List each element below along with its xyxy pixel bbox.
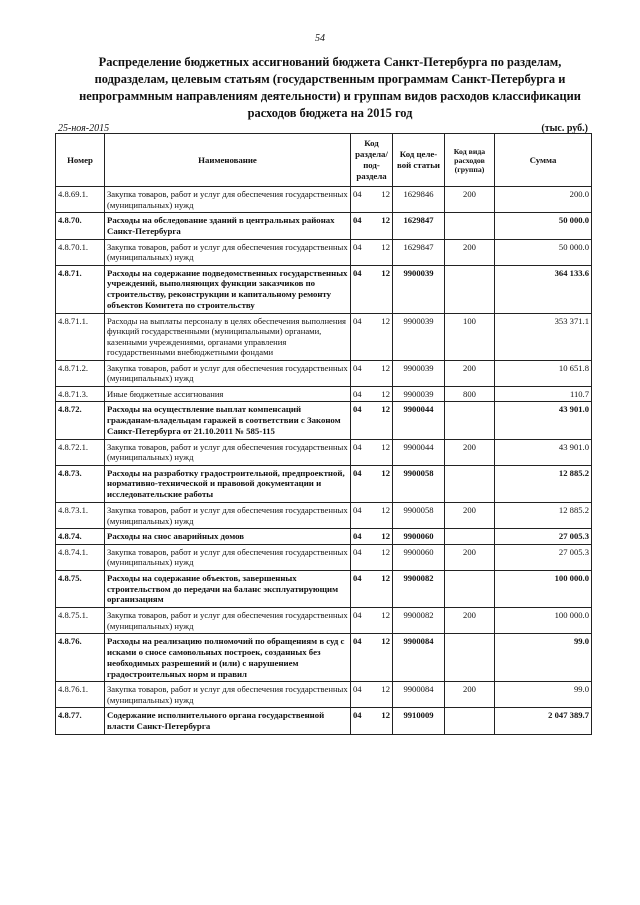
table-row	[56, 682, 592, 708]
row-group-code	[445, 634, 495, 682]
row-subsection: 12	[381, 441, 390, 452]
row-number: 4.8.73.1.	[56, 503, 105, 529]
table-row	[56, 402, 592, 439]
row-number: 4.8.74.	[56, 529, 105, 545]
row-target-code: 1629846	[393, 187, 445, 213]
row-number: 4.8.73.	[56, 465, 105, 502]
title-line: Распределение бюджетных ассигнований бюджета Санкт-Петербурга по разделам,	[98, 55, 562, 69]
row-name: Расходы на реализацию полномочий по обращениям в суд с исками о сносе самовольных построек, созданных без необходимых разрешений и (или) с нарушением градостроительных норм и правил	[105, 634, 351, 682]
row-target-code: 9900044	[393, 402, 445, 439]
row-section: 04	[353, 267, 362, 278]
row-number: 4.8.70.1.	[56, 239, 105, 265]
row-section-code	[351, 360, 393, 386]
table-row	[56, 265, 592, 313]
row-group-code: 200	[445, 439, 495, 465]
row-target-code: 9900082	[393, 570, 445, 607]
row-amount: 43 901.0	[495, 402, 592, 439]
row-number: 4.8.69.1.	[56, 187, 105, 213]
title-line: непрограммным направлениям деятельности) и группам видов расходов классификации	[79, 89, 581, 103]
row-subsection: 12	[381, 610, 390, 621]
row-subsection: 12	[381, 404, 390, 415]
document-date: 25-ноя-2015	[58, 123, 110, 134]
row-section: 04	[353, 505, 362, 516]
row-group-code: 100	[445, 313, 495, 360]
row-name: Расходы на выплаты персоналу в целях обеспечения выполнения функций государственными (муниципальными) органами, казенными учреждениями, органами управления государственными внебюджетными фондами	[105, 313, 351, 360]
row-name: Закупка товаров, работ и услуг для обеспечения государственных (муниципальных) нужд	[105, 682, 351, 708]
row-subsection: 12	[381, 546, 390, 557]
row-target-code: 9900082	[393, 608, 445, 634]
row-number: 4.8.72.1.	[56, 439, 105, 465]
row-amount: 100 000.0	[495, 570, 592, 607]
row-subsection: 12	[381, 572, 390, 583]
row-amount: 100 000.0	[495, 608, 592, 634]
row-name: Закупка товаров, работ и услуг для обеспечения государственных (муниципальных) нужд	[105, 608, 351, 634]
table-row	[56, 313, 592, 360]
row-name: Закупка товаров, работ и услуг для обеспечения государственных (муниципальных) нужд	[105, 503, 351, 529]
row-amount: 2 047 389.7	[495, 708, 592, 735]
table-row	[56, 570, 592, 607]
header-target: Код целе- вой статьи	[393, 134, 445, 187]
row-amount: 12 885.2	[495, 503, 592, 529]
row-name: Расходы на снос аварийных домов	[105, 529, 351, 545]
header-section: Код раздела/ под- раздела	[351, 134, 393, 187]
row-amount: 50 000.0	[495, 239, 592, 265]
row-target-code: 9900058	[393, 503, 445, 529]
row-subsection: 12	[381, 362, 390, 373]
row-section: 04	[353, 215, 362, 225]
row-name: Закупка товаров, работ и услуг для обеспечения государственных (муниципальных) нужд	[105, 544, 351, 570]
row-section: 04	[353, 710, 362, 721]
row-section-code	[351, 213, 393, 240]
page-number: 54	[315, 33, 325, 44]
row-section: 04	[353, 241, 362, 252]
row-number: 4.8.76.1.	[56, 682, 105, 708]
table-row	[56, 465, 592, 502]
header-amount: Сумма	[495, 134, 592, 187]
row-name: Закупка товаров, работ и услуг для обеспечения государственных (муниципальных) нужд	[105, 187, 351, 213]
table-row	[56, 503, 592, 529]
row-section-code	[351, 682, 393, 708]
row-section: 04	[353, 189, 362, 199]
row-target-code: 9900039	[393, 313, 445, 360]
row-group-code	[445, 708, 495, 735]
row-number: 4.8.74.1.	[56, 544, 105, 570]
row-section: 04	[353, 684, 362, 695]
row-section-code	[351, 386, 393, 402]
table-body	[56, 187, 592, 735]
header-number: Номер	[56, 134, 105, 187]
row-name: Расходы на обследование зданий в центральных районах Санкт-Петербурга	[105, 213, 351, 240]
row-amount: 364 133.6	[495, 265, 592, 313]
row-group-code: 200	[445, 682, 495, 708]
row-group-code	[445, 402, 495, 439]
row-section: 04	[353, 610, 362, 621]
header-name: Наименование	[105, 134, 351, 187]
row-section: 04	[353, 572, 362, 583]
row-name: Иные бюджетные ассигнования	[105, 386, 351, 402]
row-section: 04	[353, 441, 362, 452]
row-subsection: 12	[381, 215, 390, 225]
row-target-code: 9900084	[393, 634, 445, 682]
row-section: 04	[353, 467, 362, 478]
row-target-code: 9910009	[393, 708, 445, 735]
title-line: расходов бюджета на 2015 год	[247, 106, 413, 120]
row-group-code	[445, 213, 495, 240]
row-number: 4.8.75.	[56, 570, 105, 607]
table-row	[56, 239, 592, 265]
row-group-code: 200	[445, 503, 495, 529]
row-amount: 353 371.1	[495, 313, 592, 360]
row-amount: 10 651.8	[495, 360, 592, 386]
budget-table	[55, 133, 592, 735]
row-number: 4.8.71.3.	[56, 386, 105, 402]
row-amount: 50 000.0	[495, 213, 592, 240]
row-number: 4.8.75.1.	[56, 608, 105, 634]
row-subsection: 12	[381, 189, 390, 199]
row-section: 04	[353, 636, 362, 647]
row-subsection: 12	[381, 505, 390, 516]
table-row	[56, 529, 592, 545]
header-group: Код вида расходов (группа)	[445, 134, 495, 187]
row-group-code	[445, 265, 495, 313]
row-group-code: 800	[445, 386, 495, 402]
table-row	[56, 213, 592, 240]
row-section: 04	[353, 388, 362, 399]
units-label: (тыс. руб.)	[541, 123, 588, 134]
row-amount: 27 005.3	[495, 529, 592, 545]
row-section-code	[351, 544, 393, 570]
row-name: Расходы на разработку градостроительной, предпроектной, нормативно-технической и правовой документации и исследовательские работы	[105, 465, 351, 502]
row-target-code: 9900039	[393, 360, 445, 386]
row-subsection: 12	[381, 636, 390, 647]
row-target-code: 1629847	[393, 213, 445, 240]
row-target-code: 9900084	[393, 682, 445, 708]
row-section: 04	[353, 315, 362, 326]
row-section-code	[351, 570, 393, 607]
row-amount: 12 885.2	[495, 465, 592, 502]
row-section-code	[351, 634, 393, 682]
row-number: 4.8.77.	[56, 708, 105, 735]
row-group-code: 200	[445, 187, 495, 213]
row-subsection: 12	[381, 267, 390, 278]
row-name: Содержание исполнительного органа государственной власти Санкт-Петербурга	[105, 708, 351, 735]
row-number: 4.8.71.2.	[56, 360, 105, 386]
row-name: Расходы на содержание объектов, завершенных строительством до передачи на баланс эксплуатирующим организациям	[105, 570, 351, 607]
row-section-code	[351, 529, 393, 545]
title-line: подразделам, целевым статьям (государственным программам Санкт-Петербурга и	[94, 72, 566, 86]
table-row	[56, 544, 592, 570]
table-row	[56, 608, 592, 634]
row-section-code	[351, 313, 393, 360]
row-number: 4.8.71.1.	[56, 313, 105, 360]
row-section: 04	[353, 404, 362, 415]
row-section-code	[351, 187, 393, 213]
row-subsection: 12	[381, 531, 390, 542]
table-row	[56, 634, 592, 682]
row-section: 04	[353, 531, 362, 542]
row-section-code	[351, 503, 393, 529]
row-group-code	[445, 570, 495, 607]
table-row	[56, 439, 592, 465]
row-group-code: 200	[445, 239, 495, 265]
table-row	[56, 386, 592, 402]
table-row	[56, 187, 592, 213]
row-subsection: 12	[381, 710, 390, 721]
row-target-code: 9900058	[393, 465, 445, 502]
row-group-code	[445, 529, 495, 545]
row-group-code: 200	[445, 360, 495, 386]
row-target-code: 9900044	[393, 439, 445, 465]
table-row	[56, 708, 592, 735]
row-subsection: 12	[381, 467, 390, 478]
row-name: Расходы на содержание подведомственных государственных учреждений, выполняющих функции заказчиков по строительству, реконструкции и капитальному ремонту объектов Комитета по строительству	[105, 265, 351, 313]
table-header-row	[56, 134, 592, 187]
table-row	[56, 360, 592, 386]
row-amount: 200.0	[495, 187, 592, 213]
row-subsection: 12	[381, 684, 390, 695]
row-amount: 110.7	[495, 386, 592, 402]
row-name: Расходы на осуществление выплат компенсаций гражданам-владельцам гаражей в соответствии с Законом Санкт-Петербурга от 21.10.2011 № 585-115	[105, 402, 351, 439]
row-target-code: 9900039	[393, 386, 445, 402]
row-number: 4.8.72.	[56, 402, 105, 439]
row-target-code: 9900060	[393, 529, 445, 545]
row-name: Закупка товаров, работ и услуг для обеспечения государственных (муниципальных) нужд	[105, 439, 351, 465]
row-section-code	[351, 402, 393, 439]
row-amount: 99.0	[495, 682, 592, 708]
document-title	[70, 54, 590, 122]
row-name: Закупка товаров, работ и услуг для обеспечения государственных (муниципальных) нужд	[105, 360, 351, 386]
row-section-code	[351, 265, 393, 313]
row-amount: 99.0	[495, 634, 592, 682]
row-section-code	[351, 439, 393, 465]
row-number: 4.8.71.	[56, 265, 105, 313]
row-section-code	[351, 708, 393, 735]
row-target-code: 1629847	[393, 239, 445, 265]
row-group-code	[445, 465, 495, 502]
row-target-code: 9900060	[393, 544, 445, 570]
row-name: Закупка товаров, работ и услуг для обеспечения государственных (муниципальных) нужд	[105, 239, 351, 265]
row-subsection: 12	[381, 241, 390, 252]
row-amount: 27 005.3	[495, 544, 592, 570]
row-target-code: 9900039	[393, 265, 445, 313]
row-group-code: 200	[445, 544, 495, 570]
row-subsection: 12	[381, 315, 390, 326]
row-section-code	[351, 465, 393, 502]
row-number: 4.8.70.	[56, 213, 105, 240]
row-group-code: 200	[445, 608, 495, 634]
row-section-code	[351, 608, 393, 634]
row-section: 04	[353, 362, 362, 373]
row-subsection: 12	[381, 388, 390, 399]
row-amount: 43 901.0	[495, 439, 592, 465]
row-section-code	[351, 239, 393, 265]
row-section: 04	[353, 546, 362, 557]
row-number: 4.8.76.	[56, 634, 105, 682]
